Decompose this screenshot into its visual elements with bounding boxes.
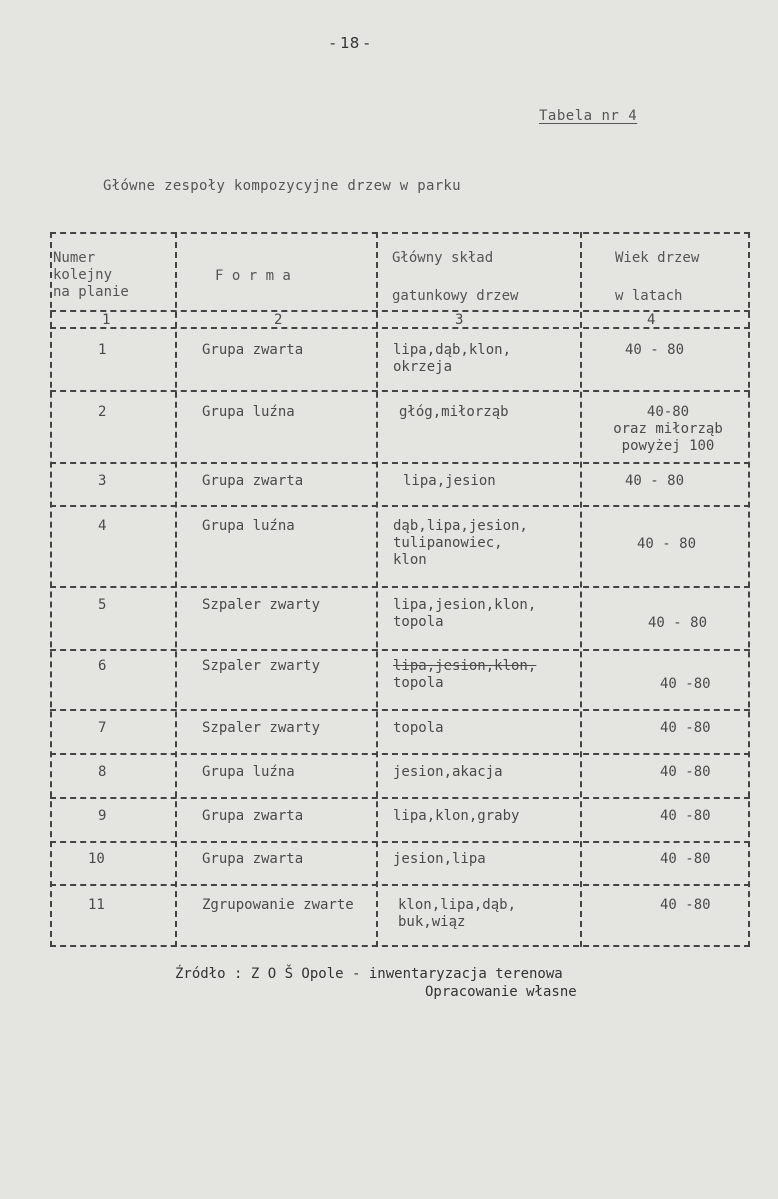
row-form: Grupa zwarta bbox=[202, 851, 304, 867]
table-caption: Główne zespoły kompozycyjne drzew w parku bbox=[103, 178, 461, 194]
row-species: topola bbox=[393, 675, 444, 691]
source-line: Źródło : Z O Š Opole - inwentaryzacja terenowa bbox=[175, 966, 563, 982]
page-number: - 18 - bbox=[330, 34, 370, 52]
row-species: lipa,jesion,klon, topola bbox=[393, 597, 537, 630]
table-rule bbox=[50, 797, 750, 799]
row-species: topola bbox=[393, 720, 444, 736]
row-form: Szpaler zwarty bbox=[202, 658, 321, 674]
row-number: 5 bbox=[98, 597, 107, 613]
table-rule bbox=[50, 884, 750, 886]
row-age: 40 - 80 bbox=[625, 473, 685, 489]
row-age: 40 -80 bbox=[660, 720, 711, 736]
row-species: lipa,jesion bbox=[403, 473, 496, 489]
row-age: 40-80 oraz miłorząb powyżej 100 bbox=[613, 404, 723, 454]
column-number: 2 bbox=[274, 312, 283, 328]
table-rule bbox=[376, 232, 378, 947]
row-number: 4 bbox=[98, 518, 107, 534]
row-age: 40 -80 bbox=[660, 764, 711, 780]
row-age: 40 - 80 bbox=[625, 342, 685, 358]
row-species: lipa,dąb,klon, okrzeja bbox=[393, 342, 512, 375]
row-form: Grupa luźna bbox=[202, 518, 295, 534]
table-rule bbox=[50, 462, 750, 464]
row-form: Szpaler zwarty bbox=[202, 720, 321, 736]
row-form: Grupa luźna bbox=[202, 404, 295, 420]
row-species: jesion,akacja bbox=[393, 764, 503, 780]
row-age: 40 -80 bbox=[660, 808, 711, 824]
table-rule bbox=[50, 310, 750, 312]
table-rule bbox=[50, 753, 750, 755]
row-species: lipa,klon,graby bbox=[393, 808, 520, 824]
row-species: głóg,miłorząb bbox=[399, 404, 509, 420]
row-species: jesion,lipa bbox=[393, 851, 486, 867]
row-species: klon,lipa,dąb, buk,wiąz bbox=[398, 897, 517, 930]
row-number: 11 bbox=[88, 897, 105, 913]
table-rule bbox=[50, 586, 750, 588]
row-form: Grupa zwarta bbox=[202, 808, 304, 824]
header-age-line2: w latach bbox=[615, 288, 683, 304]
row-form: Zgrupowanie zwarte bbox=[202, 897, 354, 913]
row-species-struck: lipa,jesion,klon, bbox=[393, 658, 537, 674]
header-composition-line2: gatunkowy drzew bbox=[392, 288, 519, 304]
table-label: Tabela nr 4 bbox=[539, 108, 638, 124]
row-age: 40 - 80 bbox=[648, 615, 708, 631]
row-age: 40 -80 bbox=[660, 851, 711, 867]
header-age: Wiek drzew bbox=[615, 250, 700, 266]
row-species: dąb,lipa,jesion, tulipanowiec, klon bbox=[393, 518, 528, 568]
row-age: 40 - 80 bbox=[637, 536, 697, 552]
row-number: 6 bbox=[98, 658, 107, 674]
header-number: Numer kolejny na planie bbox=[53, 250, 129, 300]
row-age: 40 -80 bbox=[660, 897, 711, 913]
table-rule bbox=[580, 232, 582, 947]
column-number: 4 bbox=[647, 312, 656, 328]
row-number: 2 bbox=[98, 404, 107, 420]
row-form: Grupa luźna bbox=[202, 764, 295, 780]
row-number: 8 bbox=[98, 764, 107, 780]
row-number: 9 bbox=[98, 808, 107, 824]
column-number: 1 bbox=[102, 312, 111, 328]
species-table bbox=[50, 232, 750, 947]
table-rule bbox=[748, 232, 750, 947]
table-rule bbox=[50, 505, 750, 507]
table-rule bbox=[50, 390, 750, 392]
row-age: 40 -80 bbox=[660, 676, 711, 692]
column-number: 3 bbox=[455, 312, 464, 328]
table-rule bbox=[50, 232, 52, 947]
table-rule bbox=[50, 945, 750, 947]
row-form: Grupa zwarta bbox=[202, 473, 304, 489]
source-line: Opracowanie własne bbox=[425, 984, 577, 1000]
row-number: 10 bbox=[88, 851, 105, 867]
row-number: 7 bbox=[98, 720, 107, 736]
header-composition: Główny skład bbox=[392, 250, 494, 266]
table-rule bbox=[50, 841, 750, 843]
table-rule bbox=[50, 232, 750, 234]
source-note bbox=[175, 965, 577, 1001]
table-rule bbox=[175, 232, 177, 947]
table-rule bbox=[50, 327, 750, 329]
row-number: 3 bbox=[98, 473, 107, 489]
row-number: 1 bbox=[98, 342, 107, 358]
row-form: Szpaler zwarty bbox=[202, 597, 321, 613]
header-form: F o r m a bbox=[215, 268, 291, 284]
row-form: Grupa zwarta bbox=[202, 342, 304, 358]
table-rule bbox=[50, 649, 750, 651]
table-rule bbox=[50, 709, 750, 711]
